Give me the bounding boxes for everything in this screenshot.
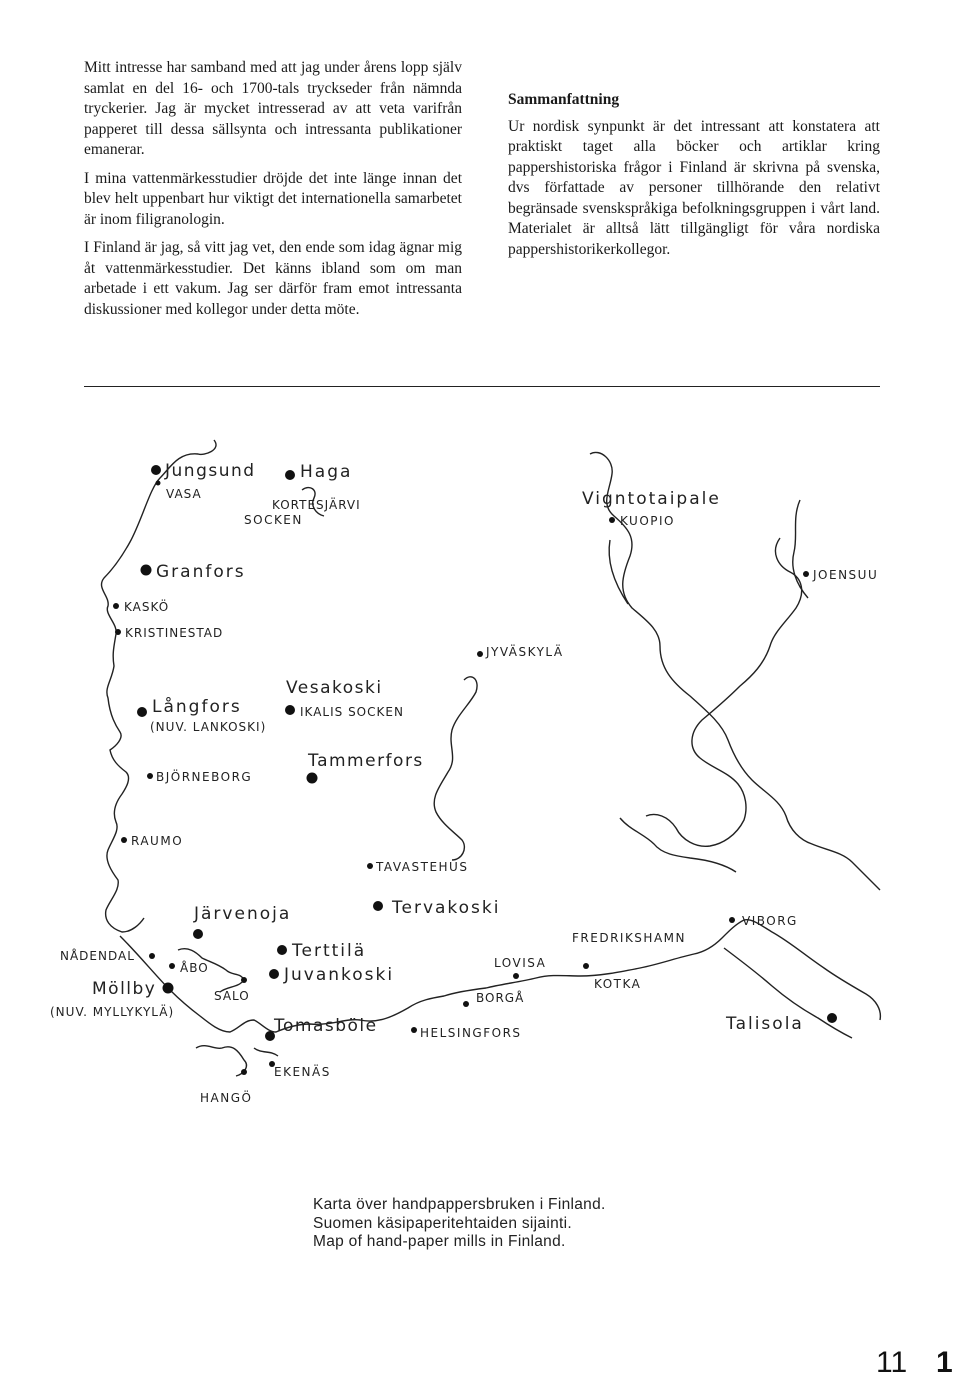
mill-dot-jarvenoja	[193, 929, 203, 939]
map-label-kasko: KASKÖ	[124, 600, 170, 614]
archipelago-islands	[254, 1048, 278, 1056]
map-label-bjorneborg: BJÖRNEBORG	[156, 770, 253, 784]
map-label-kotka: KOTKA	[594, 977, 642, 991]
map-label-juvankoski: Juvankoski	[284, 965, 395, 985]
page-number: 11	[876, 1346, 908, 1379]
mill-dot-jungsund	[151, 465, 161, 475]
map-label-borga: BORGÅ	[476, 991, 525, 1005]
map-label-joensuu: JOENSUU	[813, 568, 879, 582]
mill-dot-tervakoski	[373, 901, 383, 911]
map-label-vasa: VASA	[166, 487, 202, 501]
town-dot-kristinestad	[115, 629, 121, 635]
map-label-talisola: Talisola	[726, 1014, 804, 1034]
map-label-mollby-sub: (NUV. MYLLYKYLÄ)	[50, 1005, 175, 1019]
map-label-raumo: RAUMO	[131, 834, 184, 848]
map-label-tomasbole: Tomasböle	[274, 1016, 378, 1036]
mill-dot-vesakoski	[285, 705, 295, 715]
map-label-hango: HANGÖ	[200, 1091, 253, 1105]
west-coastline	[102, 440, 217, 932]
mill-dot-mollby	[163, 983, 174, 994]
mill-dot-terttila	[277, 945, 287, 955]
lake-shore	[620, 818, 736, 872]
town-dot-tavastehus	[367, 863, 373, 869]
map-label-granfors: Granfors	[156, 562, 246, 582]
lake-paijanne	[434, 677, 477, 860]
map-label-vesakoski: Vesakoski	[286, 678, 383, 698]
town-dot-vasa	[156, 481, 161, 486]
town-dot-kotka	[583, 963, 589, 969]
mill-dot-tammerfors	[307, 773, 318, 784]
paragraph: Mitt intresse har samband med att jag under årens lopp själv samlat en del 16- och 1700-tals tryckseder från nämnda tryckerier. Jag är mycket intresserad av att veta varifrån papperet till dessa sällsynta och intressanta publikationer emanerar.	[84, 59, 462, 158]
archipelago-islands	[196, 1046, 246, 1076]
paragraph: I mina vattenmärkesstudier dröjde det inte länge innan det blev helt uppenbart hur viktigt det internationella samarbetet är inom filigranologin.	[84, 169, 462, 228]
town-dot-joensuu	[803, 571, 809, 577]
town-dot-salo	[241, 977, 247, 983]
town-dot-nadendal	[149, 953, 155, 959]
map-label-salo: SALO	[214, 989, 250, 1003]
map-caption	[313, 1196, 606, 1252]
map-label-terttila: Terttilä	[292, 941, 367, 961]
map-label-tervakoski: Tervakoski	[392, 898, 501, 918]
map-label-ikalis: IKALIS SOCKEN	[300, 705, 404, 719]
map-label-langfors-sub: (NUV. LANKOSKI)	[150, 720, 267, 734]
paragraph: Ur nordisk synpunkt är det intressant att konstatera att praktiskt taget alla böcker och artiklar kring pappershistoriska frågor i Finland är skrivna på svenska, dvs författade av personer tillhörande den relativt begränsade svenskspråkiga befolkningsgruppen i vårt land. Materialet är alltså lätt tillgängligt för våra nordiska pappershistorikerkollegor.	[508, 117, 880, 258]
map-label-langfors: Långfors	[152, 697, 242, 717]
map-label-nadendal: NÅDENDAL	[60, 949, 135, 963]
lake-saimaa	[646, 538, 802, 846]
town-dot-lovisa	[513, 973, 519, 979]
right-text-column	[508, 90, 880, 268]
mill-dot-granfors	[141, 565, 152, 576]
town-dot-helsingfors	[411, 1027, 417, 1033]
paragraph: I Finland är jag, så vitt jag vet, den ende som idag ägnar mig åt vattenmärkesstudier. Det känns ibland som om man arbetade i ett vakum. Jag ser därför fram emot intressanta diskussioner med kollegor under detta möte.	[84, 239, 462, 318]
map-label-tavastehus: TAVASTEHUS	[376, 860, 469, 874]
caption-line-english: Map of hand-paper mills in Finland.	[313, 1233, 566, 1250]
section-heading: Sammanfattning	[508, 91, 620, 108]
map-label-jarvenoja: Järvenoja	[194, 904, 292, 924]
town-dot-kuopio	[609, 517, 615, 523]
town-dot-hango	[241, 1069, 247, 1075]
mill-dot-langfors	[137, 707, 147, 717]
horizontal-divider	[84, 386, 880, 387]
caption-line-swedish: Karta över handpappersbruken i Finland.	[313, 1196, 606, 1213]
mill-dot-haga	[285, 470, 295, 480]
map-label-jungsund: Jungsund	[165, 461, 256, 481]
map-label-tammerfors: Tammerfors	[308, 751, 424, 771]
finland-map	[0, 420, 960, 1120]
page-number-edge: 1	[936, 1346, 953, 1379]
town-dot-jyvaskyla	[477, 651, 483, 657]
map-label-ekenas: EKENÄS	[274, 1065, 331, 1079]
map-label-mollby: Möllby	[92, 979, 157, 999]
map-label-abo: ÅBO	[180, 961, 209, 975]
map-label-fredrikshamn: FREDRIKSHAMN	[572, 931, 686, 945]
map-label-helsingfors: HELSINGFORS	[420, 1026, 522, 1040]
map-label-lovisa: LOVISA	[494, 956, 547, 970]
town-dot-abo	[169, 963, 175, 969]
left-text-column	[84, 58, 462, 328]
mill-dot-juvankoski	[269, 969, 279, 979]
town-dot-viborg	[729, 917, 735, 923]
map-label-kristinestad: KRISTINESTAD	[125, 626, 224, 640]
caption-line-finnish: Suomen käsipaperitehtaiden sijainti.	[313, 1214, 572, 1232]
karelian-coast	[744, 920, 880, 1020]
town-dot-borga	[463, 1001, 469, 1007]
map-label-haga: Haga	[300, 462, 353, 482]
map-label-jyvaskyla: JYVÄSKYLÄ	[486, 645, 564, 659]
map-label-kuopio: KUOPIO	[620, 514, 675, 528]
map-label-viborg: VIBORG	[742, 914, 798, 928]
town-dot-raumo	[121, 837, 127, 843]
map-label-vigntotaipale: Vigntotaipale	[582, 489, 721, 509]
map-label-kortesjarvi: KORTESJÄRVI	[272, 498, 361, 512]
town-dot-bjorneborg	[147, 773, 153, 779]
town-dot-kasko	[113, 603, 119, 609]
map-label-kortesjarvi-socken: SOCKEN	[244, 513, 303, 527]
mill-dot-talisola	[827, 1013, 837, 1023]
